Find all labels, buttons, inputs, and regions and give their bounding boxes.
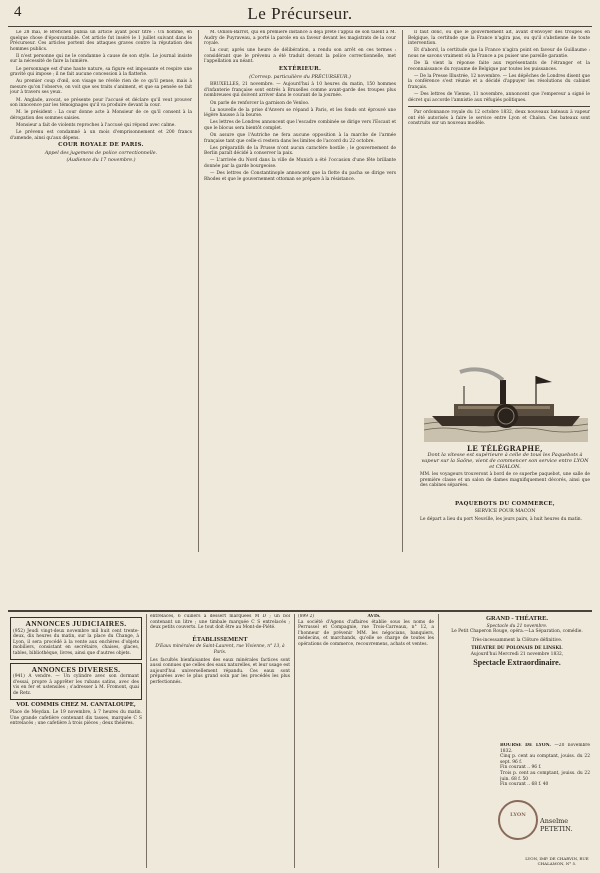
c3-para-1: Il faut donc, ou que le gouvernement ait, avant d'envoyer des troupes en Belgique, la certitude que la France n'agira pas, ou qu'il s'abstienne de toute intervention.: [408, 30, 590, 47]
c1-para-1: Le 28 mai, le Bréfichen publia un article ayant pour titre : Un homme, en quelque chose d'épouvantable. Cet article fut inséré le 1 juillet suivant dans le Précurseur. Ces articles portent des attaques graves contre la réputation des hommes publics.: [10, 30, 192, 52]
column-divider: [402, 30, 403, 552]
telegraphe-line: Dont la vitesse est supérieure à celle de tous les Paquebots à vapeur sur la Saône, vient de commencer son service entre LYON et CHALON.: [421, 452, 589, 470]
telegraphe-desc: MM. les voyageurs trouveront à bord de ce superbe paquebot, une salle de première classe et un salon de dames magnifiquement décorés, ainsi que des cabines séparées.: [420, 472, 590, 489]
c1-para-6: M. le président : La cour donne acte à Monsieur de ce qu'il consent à la dérogation des sommes saisies.: [10, 110, 192, 121]
c3-para-5: — Des lettres de Vienne, 11 novembre, annoncent que l'empereur a signé le décret qui accorde l'amnistie aux réfugiés politiques.: [408, 91, 590, 103]
c1-para-7: Monsieur a fait de violents reproches à l'accusé qui répond avec calme.: [16, 122, 176, 128]
column-divider: [198, 30, 199, 552]
c2-para-7: — L'arrivée du Nord dans la ville de Munich a été l'occasion d'une fête brillante donnée par la garde bourgeoise.: [204, 158, 396, 169]
steamboat-engraving: [424, 366, 588, 442]
vol-text: Place de Meydan. Le 19 novembre, à 7 heures du matin. Une grande cafetière contenant dix tasses, marquée C S entrelacés ; une cafetière à trois pièces ; deux théières.: [10, 710, 142, 727]
theatre-line1: Le Petit Chaperon Rouge, opéra.—La Séparation, comédie.: [451, 629, 583, 635]
c1-para-2: Il n'est personne qui ne le condamne à cause de son style. Le journal insiste sur la nécessité de faire la lumière.: [10, 53, 192, 65]
etablissement-column: [150, 614, 290, 868]
etablissement-text: Les facultés bienfaisantes des eaux minérales factices sont aussi connues que celles des eaux naturelles, et leur usage est aujourd'hui universellement répandu. Ces eaux sont préparées avec le plus grand soin par les procédés les plus perfectionnés.: [150, 657, 290, 685]
c1-para-8: Le prévenu est condamné à un mois d'emprisonnement et 200 francs d'amende, ainsi qu'aux dépens.: [10, 130, 192, 141]
c2-intro-1: M. Odilon-Barrot, qui en première instance a déjà prêté l'appui de son talent à M. Audry de Puyraveau, a porté la parole en sa faveur devant les magistrats de la cour royale.: [204, 30, 396, 47]
newspaper-title: Le Précurseur.: [247, 4, 353, 23]
theatre-spectacle: Spectacle Extraordinaire.: [473, 657, 561, 667]
tax-stamp: LYON: [498, 800, 538, 840]
column-divider: [438, 614, 439, 868]
c1-para-4: Au premier coup d'œil, son visage ne révèle rien de ce qu'il pense, mais à mesure qu'on l'observe, on voit que ses traits s'animent, et que sa pensée se fait jour à travers ses yeux.: [10, 79, 192, 96]
theatre-line3: Aujourd'hui Mercredi 21 novembre 1832,: [470, 651, 564, 657]
theatre-line2: Très-incessamment la Clôture définitive.: [471, 637, 563, 643]
avis-title: AVIS.: [367, 614, 381, 619]
section-rule: [8, 610, 592, 612]
c2-para-3: La nouvelle de la prise d'Anvers se répand à Paris, et les fonds ont éprouvé une légère hausse à la bourse.: [204, 107, 396, 119]
paquebots-text: Le départ a lieu du port Neuville, les jours pairs, à huit heures du matin.: [420, 516, 582, 522]
etablissement-sub: D'Eaux minérales de Saint-Laurent, rue Vivienne, n° 13, à Paris.: [155, 644, 285, 655]
masthead: [0, 0, 600, 26]
c1-para-3: Le personnage est d'une haute nature, sa figure est imposante et respire une gravité qui impose ; il ne fait aucune concession à la flatterie.: [10, 66, 192, 78]
annonces-judiciaires-box: [10, 617, 142, 660]
theatre-title: GRAND - THÉATRE.: [485, 615, 549, 622]
page-number: 4: [14, 4, 22, 20]
col-mid-text: entrelacés, 6 cuillers à dessert marquées M D ; un bol contenant un litre ; une timbale marquée C S entrelacés ; deux petits couverts. Le tout doit être au Mont-de-Piété.: [150, 614, 290, 631]
theatre-column: [444, 614, 590, 738]
column-3: [408, 30, 590, 360]
cour-session: (Audience du 17 novembre.): [66, 158, 136, 164]
header-rule: [8, 26, 592, 27]
telegraphe-title: LE TÉLÉGRAPHE,: [467, 444, 543, 453]
bourse-row: Cinq p. cent au comptant, jouiss. du 22 sept. 96 f.: [500, 754, 590, 765]
exterieur-subtitle: (Corresp. particulière du PRÉCURSEUR.): [249, 74, 351, 80]
avis-text: La société d'Agens d'affaires établie sous les noms de Perrussel et Compagnie, rue Trois-Carreaux, n° 12, a l'honneur de prévenir MM. les négocians, banquiers, médecins, et marchands, qu'elle se charge de toutes les opérations de commerce, recouvremens, achats et ventes.: [298, 619, 434, 647]
annonces-diverses-box: [10, 663, 142, 700]
c2-para-6: Les préparatifs de la Prusse n'ont aucun caractère hostile ; le gouvernement de Berlin paraît décidé à conserver la paix.: [204, 145, 396, 157]
paquebots-title: PAQUEBOTS DU COMMERCE,: [455, 500, 555, 507]
column-1: [10, 30, 192, 552]
vol-title: VOL COMMIS CHEZ M. CANTALOUPE,: [16, 701, 136, 708]
bourse-row: Fin courant .. 68 f. 40: [500, 782, 549, 788]
c3-para-3: De là vient la réponse faite aux représentants de l'étranger et la reconnaissance du royaume de Belgique par toutes les puissances.: [408, 60, 590, 72]
annonces-column: [10, 614, 142, 868]
column-divider: [294, 614, 295, 868]
annonces-diverses-title: ANNONCES DIVERSES.: [31, 664, 121, 674]
theatre-polonais: THÉATRE DU POLONAIS DE LINSKI.: [471, 646, 563, 652]
bourse-row: Fin courant .. 96 f.: [500, 765, 542, 771]
c2-para-8: — Des lettres de Constantinople annoncent que la flotte du pacha se dirige vers Rhodes et que le gouvernement ottoman se prépare à la résistance.: [204, 171, 396, 182]
c2-intro-2: La cour, après une heure de délibération, a rendu son arrêt en ces termes : considérant que le prévenu a été traduit devant la police correctionnelle, met l'appellation au néant.: [204, 48, 396, 65]
c3-rule: [408, 106, 590, 107]
printer-line: LYON, IMP. DE CHARVIN, RUE CHALAMON, N° 5.: [525, 856, 589, 866]
column-divider: [146, 614, 147, 868]
annonces-diverses-text: (941) A vendre. — Un cylindre avec son dormant d'essai, propre à apprêter les rubans satins, avec des vis en fer et ustensiles ; s'adresser à M. Fromont, quai de Retz.: [13, 674, 139, 696]
c1-para-5: M. Anglade, avocat, se présente pour l'accusé et déclare qu'il veut prouver son innocence par les témoignages qu'il va produire devant la cour.: [10, 97, 192, 109]
c3-para-2: Et d'abord, la certitude que la France n'agira point en faveur de Guillaume : nous ne savons vraiment où la France a pu puiser une pareille garantie.: [408, 48, 590, 59]
annonces-judiciaires-title: ANNONCES JUDICIAIRES.: [25, 619, 127, 628]
avis-column: [298, 614, 434, 868]
column-2: [204, 30, 396, 552]
c3-para-4: — De la Presse Illustrée, 12 novembre. — Les dépêches de Londres disent que la conférence s'est réunie et a décidé d'appuyer les résolutions du cabinet français.: [408, 73, 590, 90]
annonces-judiciaires-text: (952) Jeudi vingt-deux novembre mil huit cent trente-deux, dix heures du matin, sur la place du Change, à Lyon, il sera procédé à la vente aux enchères d'objets mobiliers, consistant en secrétaire, chaises, glaces, tables, bibliothèque, livres, ainsi que d'autres objets.: [13, 628, 139, 656]
c3-note: Par ordonnance royale du 12 octobre 1832, deux nouveaux bateaux à vapeur ont été autorisés à faire le service entre Lyon et Chalon. Ces bateaux sont construits sur un nouveau modèle.: [408, 110, 590, 127]
c2-para-5: On assure que l'Autriche ne fera aucune opposition à la marche de l'armée française tant que celle-ci restera dans les limites de l'accord du 22 octobre.: [204, 133, 396, 144]
c2-para-1: BRUXELLES, 21 novembre. — Aujourd'hui à 10 heures du matin, 150 hommes d'infanterie française sont entrés à Bruxelles comme avant-garde des troupes plus nombreuses qui doivent arriver dans le courant de la journée.: [204, 82, 396, 99]
bourse-title: BOURSE DE LYON.: [500, 743, 551, 748]
avis-number: (899 2): [298, 614, 314, 619]
paquebots-sub: SERVICE POUR MACON: [474, 508, 536, 514]
bourse-row: Trois p. cent au comptant, jouiss. du 22 juin. 68 f. 50: [500, 770, 590, 782]
bourse-block: [500, 743, 590, 788]
telegraphe-caption: [420, 446, 590, 522]
cour-subtitle: Appel des jugemens de police correctionnelle.: [44, 150, 158, 156]
theatre-sub: Spectacle du 21 novembre.: [486, 623, 548, 629]
etablissement-title: ÉTABLISSEMENT: [192, 635, 248, 643]
cour-title: COUR ROYALE DE PARIS.: [58, 142, 144, 149]
exterieur-title: EXTÉRIEUR.: [278, 66, 322, 73]
editor-signature: Anselme PETETIN.: [540, 817, 573, 833]
c2-para-4: Les lettres de Londres annoncent que l'escadre combinée se dirige vers l'Escaut et que le blocus sera bientôt complet.: [204, 120, 396, 131]
c2-para-2: On parle de renforcer la garnison de Venloo.: [210, 100, 310, 106]
bourse-date: —20 novembre 1832.: [500, 743, 590, 754]
